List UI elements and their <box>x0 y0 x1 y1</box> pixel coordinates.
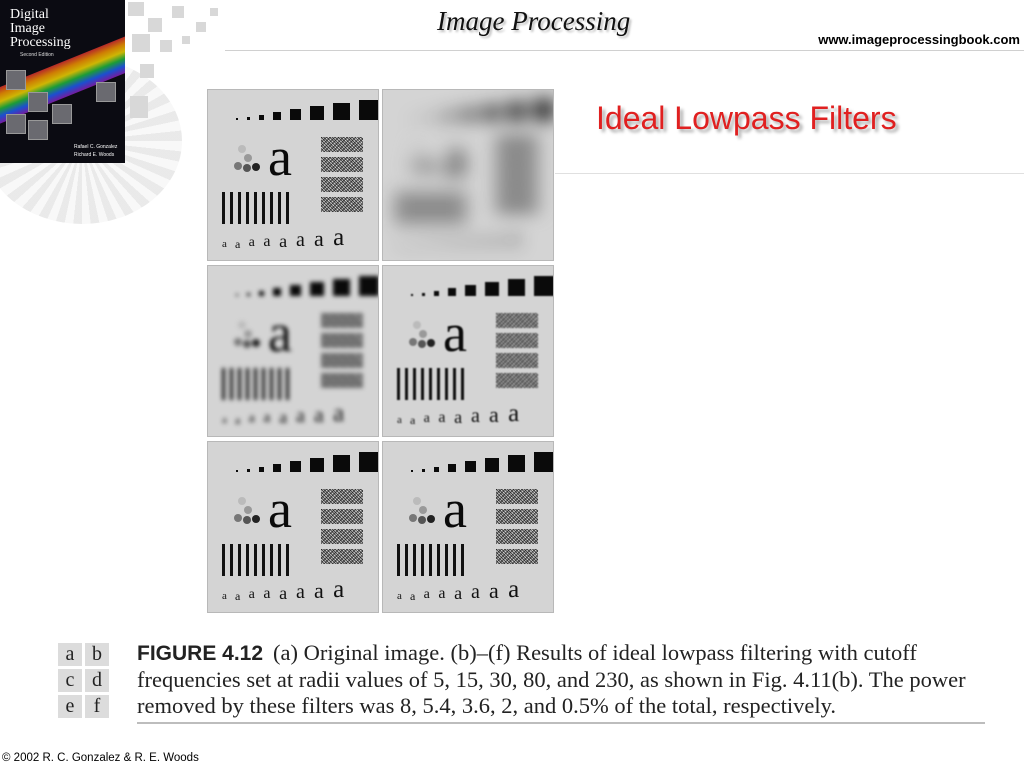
test-letter-large: a <box>268 303 292 363</box>
slide-title: Ideal Lowpass Filters <box>596 100 897 136</box>
test-bar <box>429 192 432 224</box>
test-square <box>465 461 476 472</box>
figure-panel-a <box>207 89 379 261</box>
test-dot <box>419 506 427 514</box>
test-bar <box>254 368 257 400</box>
test-letter-small: a <box>263 233 271 250</box>
test-letter-small: a <box>222 414 227 426</box>
noise-patch <box>496 549 538 564</box>
test-dot <box>238 497 246 505</box>
test-letter-small: a <box>222 590 227 602</box>
test-letter-small: a <box>235 237 241 251</box>
test-square <box>290 285 301 296</box>
noise-patch <box>321 137 363 152</box>
test-dot <box>243 164 251 172</box>
cover-tile <box>6 70 26 90</box>
test-bar <box>262 192 265 224</box>
test-square <box>247 293 250 296</box>
test-bar <box>246 192 249 224</box>
test-square <box>422 117 425 120</box>
test-bar <box>397 368 400 400</box>
test-dot <box>252 339 260 347</box>
test-letter-small: a <box>508 224 520 251</box>
test-bar <box>421 192 424 224</box>
test-bar <box>270 192 273 224</box>
test-letter-small: a <box>423 411 430 426</box>
test-bar <box>262 544 265 576</box>
noise-patch <box>321 197 363 212</box>
test-bar <box>286 192 289 224</box>
test-square <box>485 282 499 296</box>
noise-patch <box>321 529 363 544</box>
test-letter-small: a <box>314 578 324 603</box>
test-bar <box>230 192 233 224</box>
noise-patch <box>496 137 538 152</box>
key-cell-f: f <box>85 695 109 718</box>
test-dot <box>413 497 421 505</box>
test-bar <box>246 544 249 576</box>
test-letter-small: a <box>279 231 288 251</box>
test-dot <box>427 163 435 171</box>
test-letter-small: a <box>248 235 255 250</box>
decorative-pixel <box>130 96 148 118</box>
test-square <box>485 458 499 472</box>
test-bar <box>238 544 241 576</box>
test-letter-large: a <box>443 303 467 363</box>
decorative-pixel <box>132 34 150 52</box>
noise-patch <box>321 177 363 192</box>
test-square <box>465 109 476 120</box>
caption-divider <box>137 722 985 724</box>
noise-patch <box>321 313 363 328</box>
decorative-pixel <box>128 2 144 16</box>
decorative-pixel <box>172 6 184 18</box>
test-dot <box>238 321 246 329</box>
header-title: Image Processing <box>437 6 631 36</box>
decorative-pixel <box>160 40 172 52</box>
test-bar <box>461 544 464 576</box>
test-letter-small: a <box>296 581 305 603</box>
test-bar <box>453 192 456 224</box>
test-bar <box>230 544 233 576</box>
test-bar <box>262 368 265 400</box>
test-dot <box>413 145 421 153</box>
cover-author-1: Rafael C. Gonzalez <box>74 144 118 150</box>
test-letter-large: a <box>443 479 467 539</box>
test-letter-small: a <box>454 407 463 427</box>
test-bar <box>397 544 400 576</box>
test-letter-small: a <box>438 233 446 250</box>
figure-panel-f <box>382 441 554 613</box>
cover-edition: Second Edition <box>20 52 54 58</box>
test-bar <box>461 192 464 224</box>
test-letter-small: a <box>438 585 446 602</box>
test-dot <box>419 154 427 162</box>
figure-panel-b <box>382 89 554 261</box>
test-letter-small: a <box>333 400 345 427</box>
noise-patch <box>496 353 538 368</box>
caption-text: (a) Original image. (b)–(f) Results of ideal lowpass filtering with cutoff frequencies set at radii values of 5, 15, 30, 80, and 230, as shown in Fig. 4.11(b). The power removed by these filters was 8, 5.4, 3.6, 2, and 0.5% of the total, respectively. <box>137 640 966 718</box>
test-dot <box>427 339 435 347</box>
test-bar <box>413 368 416 400</box>
figure-panel-c <box>207 265 379 437</box>
cover-tile <box>96 82 116 102</box>
test-dot <box>409 514 417 522</box>
test-bar <box>278 368 281 400</box>
noise-patch <box>496 197 538 212</box>
cover-title-line3: Processing <box>10 35 71 50</box>
test-letter-small: a <box>296 229 305 251</box>
panel-key-grid <box>58 643 110 718</box>
test-square <box>448 112 456 120</box>
test-square <box>247 469 250 472</box>
test-square <box>411 470 413 472</box>
test-square <box>534 100 554 120</box>
test-bar <box>238 192 241 224</box>
noise-patch <box>496 373 538 388</box>
test-letter-small: a <box>471 229 480 251</box>
test-bar <box>445 544 448 576</box>
test-bar <box>254 544 257 576</box>
test-letter-small: a <box>438 409 446 426</box>
caption-label: FIGURE 4.12 <box>137 642 264 665</box>
test-letter-small: a <box>333 576 345 603</box>
test-dot <box>252 163 260 171</box>
cover-tile <box>28 120 48 140</box>
test-square <box>465 285 476 296</box>
noise-patch <box>496 177 538 192</box>
test-square <box>508 279 525 296</box>
test-dot <box>427 515 435 523</box>
noise-patch <box>496 333 538 348</box>
cover-tile <box>52 104 72 124</box>
test-square <box>448 464 456 472</box>
test-bar <box>445 192 448 224</box>
test-letter-small: a <box>423 587 430 602</box>
figure-panel-e <box>207 441 379 613</box>
test-dot <box>409 338 417 346</box>
test-bar <box>437 192 440 224</box>
test-letter-small: a <box>471 581 480 603</box>
test-bar <box>413 192 416 224</box>
test-bar <box>421 368 424 400</box>
test-letter-large: a <box>268 127 292 187</box>
test-square <box>273 464 281 472</box>
book-cover-image <box>0 0 125 163</box>
test-dot <box>252 515 260 523</box>
test-letter-small: a <box>279 583 288 603</box>
cover-title-line1: Digital <box>10 7 49 22</box>
test-square <box>259 291 264 296</box>
test-letter-small: a <box>279 407 288 427</box>
test-letter-small: a <box>489 226 499 251</box>
decorative-pixel <box>196 22 206 32</box>
test-letter-small: a <box>508 400 520 427</box>
test-square <box>310 106 324 120</box>
test-letter-small: a <box>314 402 324 427</box>
test-square <box>236 294 238 296</box>
decorative-pixel <box>182 36 190 44</box>
test-square <box>236 470 238 472</box>
test-square <box>485 106 499 120</box>
test-bar <box>222 368 225 400</box>
test-square <box>448 288 456 296</box>
test-square <box>422 469 425 472</box>
test-square <box>333 279 350 296</box>
test-square <box>411 294 413 296</box>
test-bar <box>405 368 408 400</box>
test-dot <box>244 154 252 162</box>
test-letter-small: a <box>508 576 520 603</box>
test-dot <box>234 514 242 522</box>
test-bar <box>278 544 281 576</box>
test-bar <box>222 192 225 224</box>
figure-panel-d <box>382 265 554 437</box>
test-letter-small: a <box>454 231 463 251</box>
test-bar <box>254 192 257 224</box>
test-square <box>534 452 554 472</box>
key-cell-b: b <box>85 643 109 666</box>
key-cell-c: c <box>58 669 82 692</box>
test-letter-small: a <box>248 587 255 602</box>
test-bar <box>286 368 289 400</box>
test-dot <box>418 164 426 172</box>
title-divider <box>555 173 1024 174</box>
test-dot <box>418 516 426 524</box>
key-cell-e: e <box>58 695 82 718</box>
test-dot <box>243 340 251 348</box>
noise-patch <box>496 509 538 524</box>
test-bar <box>453 544 456 576</box>
test-square <box>359 452 379 472</box>
test-bar <box>238 368 241 400</box>
test-dot <box>234 162 242 170</box>
test-letter-small: a <box>235 589 241 603</box>
decorative-pixel <box>140 64 154 78</box>
test-square <box>290 461 301 472</box>
noise-patch <box>321 509 363 524</box>
noise-patch <box>496 313 538 328</box>
test-dot <box>418 340 426 348</box>
test-bar <box>405 192 408 224</box>
test-letter-small: a <box>489 402 499 427</box>
test-square <box>259 115 264 120</box>
cover-author-2: Richard E. Woods <box>74 152 115 158</box>
test-dot <box>243 516 251 524</box>
test-square <box>434 467 439 472</box>
test-bar <box>270 544 273 576</box>
noise-patch <box>321 373 363 388</box>
test-bar <box>413 544 416 576</box>
test-square <box>259 467 264 472</box>
test-square <box>534 276 554 296</box>
test-square <box>508 455 525 472</box>
test-letter-small: a <box>248 411 255 426</box>
test-letter-small: a <box>410 237 416 251</box>
decorative-pixel <box>148 18 162 32</box>
test-square <box>290 109 301 120</box>
cover-tile <box>28 92 48 112</box>
test-letter-small: a <box>222 238 227 250</box>
test-bar <box>461 368 464 400</box>
test-letter-small: a <box>235 413 241 427</box>
test-square <box>273 112 281 120</box>
noise-patch <box>496 489 538 504</box>
test-bar <box>270 368 273 400</box>
test-dot <box>238 145 246 153</box>
test-dot <box>244 506 252 514</box>
test-letter-small: a <box>263 585 271 602</box>
test-square <box>359 276 379 296</box>
test-square <box>310 282 324 296</box>
header-website-url: www.imageprocessingbook.com <box>818 32 1020 47</box>
test-letter-small: a <box>454 583 463 603</box>
figure-caption <box>137 640 987 719</box>
noise-patch <box>496 529 538 544</box>
noise-patch <box>321 549 363 564</box>
test-letter-large: a <box>443 127 467 187</box>
noise-patch <box>496 157 538 172</box>
test-dot <box>409 162 417 170</box>
test-square <box>236 118 238 120</box>
test-square <box>434 291 439 296</box>
test-letter-small: a <box>333 224 345 251</box>
test-letter-small: a <box>410 589 416 603</box>
cover-title-line2: Image <box>10 21 45 36</box>
key-cell-a: a <box>58 643 82 666</box>
test-bar <box>286 544 289 576</box>
test-letter-small: a <box>423 235 430 250</box>
noise-patch <box>321 353 363 368</box>
test-bar <box>230 368 233 400</box>
test-square <box>333 103 350 120</box>
noise-patch <box>321 157 363 172</box>
test-bar <box>397 192 400 224</box>
test-dot <box>234 338 242 346</box>
test-letter-small: a <box>471 405 480 427</box>
test-square <box>310 458 324 472</box>
test-letter-small: a <box>489 578 499 603</box>
test-dot <box>413 321 421 329</box>
test-bar <box>222 544 225 576</box>
test-bar <box>421 544 424 576</box>
header-divider <box>225 50 1024 51</box>
test-square <box>359 100 379 120</box>
footer-copyright: © 2002 R. C. Gonzalez & R. E. Woods <box>2 752 199 764</box>
test-letter-small: a <box>314 226 324 251</box>
test-square <box>333 455 350 472</box>
test-square <box>273 288 281 296</box>
cover-tile <box>6 114 26 134</box>
test-square <box>434 115 439 120</box>
test-letter-small: a <box>296 405 305 427</box>
test-bar <box>429 544 432 576</box>
test-letter-large: a <box>268 479 292 539</box>
noise-patch <box>321 333 363 348</box>
test-letter-small: a <box>397 414 402 426</box>
key-cell-d: d <box>85 669 109 692</box>
test-square <box>422 293 425 296</box>
test-square <box>411 118 413 120</box>
test-letter-small: a <box>263 409 271 426</box>
test-letter-small: a <box>397 238 402 250</box>
test-dot <box>419 330 427 338</box>
test-letter-small: a <box>397 590 402 602</box>
test-bar <box>453 368 456 400</box>
test-square <box>508 103 525 120</box>
test-bar <box>278 192 281 224</box>
test-bar <box>437 368 440 400</box>
test-dot <box>244 330 252 338</box>
test-bar <box>445 368 448 400</box>
test-bar <box>429 368 432 400</box>
test-bar <box>246 368 249 400</box>
test-bar <box>437 544 440 576</box>
test-bar <box>405 544 408 576</box>
test-letter-small: a <box>410 413 416 427</box>
noise-patch <box>321 489 363 504</box>
decorative-pixel <box>210 8 218 16</box>
test-square <box>247 117 250 120</box>
